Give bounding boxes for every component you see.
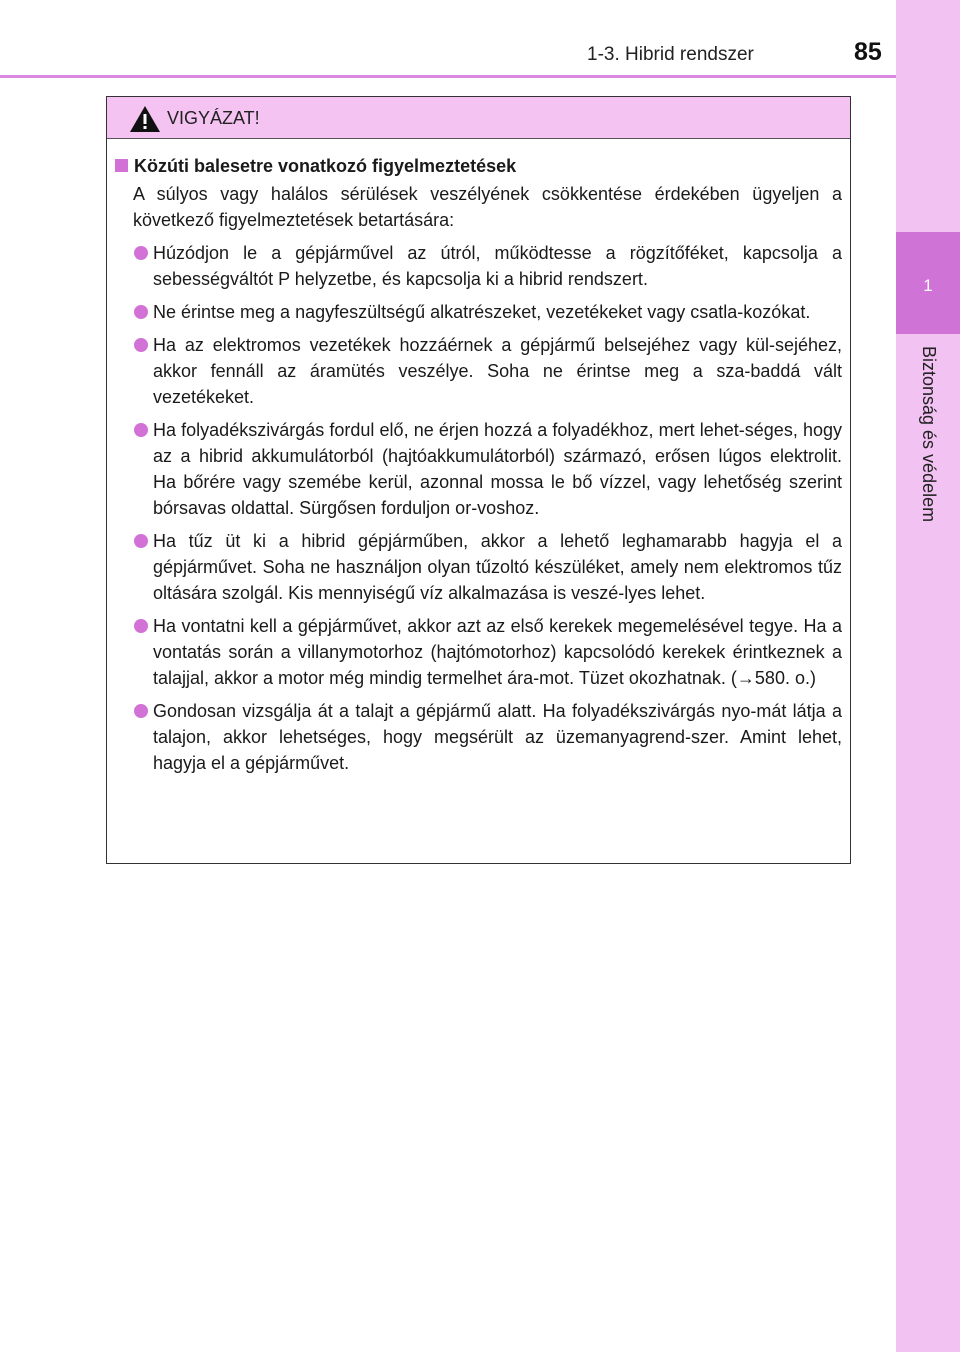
intro-paragraph: A súlyos vagy halálos sérülések veszélyének csökkentése érdekében ügyeljen a következő figyelmeztetések betartására: [133, 184, 842, 230]
warning-title: VIGYÁZAT! [167, 108, 260, 128]
circle-bullet-icon [134, 305, 148, 319]
bullet-item [115, 240, 842, 292]
header-divider [0, 75, 896, 78]
circle-bullet-icon [134, 534, 148, 548]
warning-header [107, 97, 850, 139]
circle-bullet-icon [134, 619, 148, 633]
warning-box [106, 96, 851, 864]
bullet-text: Ha tűz üt ki a hibrid gépjárműben, akkor a lehető leghamarabb hagyja el a gépjárművet. Soha ne használjon olyan tűzoltó készüléket, amely nem elektromos tűz oltására szolgál. Kis mennyiségű víz alkalmazása is veszé-lyes lehet. [153, 531, 842, 603]
bullet-item [115, 299, 842, 325]
bullet-item [115, 613, 842, 691]
chapter-title: Biztonság és védelem [919, 346, 939, 523]
warning-triangle-icon [129, 105, 161, 133]
bullet-item [115, 332, 842, 410]
bullet-text: Húzódjon le a gépjárművel az útról, működtesse a rögzítőféket, kapcsolja a sebességváltót P helyzetbe, és kapcsolja ki a hibrid rendszert. [153, 243, 842, 289]
bullet-text: Ha vontatni kell a gépjárművet, akkor azt az első kerekek megemelésével tegye. Ha a vontatás során a villanymotorhoz (hajtómotorhoz) kapcsolódó kerekek érintkeznek a talajjal, akkor a motor még mindig termelhet ára-mot. Tüzet okozhatnak. (→580. o.) [153, 616, 842, 688]
bullet-item [115, 698, 842, 776]
section-heading-text: Közúti balesetre vonatkozó figyelmeztetések [134, 156, 517, 176]
bullet-list [115, 240, 842, 776]
circle-bullet-icon [134, 423, 148, 437]
bullet-text: Ne érintse meg a nagyfeszültségű alkatrészeket, vezetékeket vagy csatla-kozókat. [153, 302, 811, 322]
circle-bullet-icon [134, 338, 148, 352]
square-bullet-icon [115, 159, 128, 172]
bullet-text: Ha az elektromos vezetékek hozzáérnek a gépjármű belsejéhez vagy kül-sejéhez, akkor fennáll az áramütés veszélye. Soha ne érintse meg a sza-baddá vált vezetékeket. [153, 335, 842, 407]
running-header-section: 1-3. Hibrid rendszer [587, 44, 754, 65]
chapter-title-vertical [918, 346, 942, 546]
warning-body [115, 153, 842, 783]
section-heading [115, 153, 842, 179]
circle-bullet-icon [134, 704, 148, 718]
chapter-number: 1 [923, 276, 933, 295]
bullet-item [115, 528, 842, 606]
page-number: 85 [854, 38, 882, 66]
bullet-text: Ha folyadékszivárgás fordul elő, ne érjen hozzá a folyadékhoz, mert lehet-séges, hogy az a hibrid akkumulátorból (hajtóakkumulátorból) származó, erősen lúgos elektrolit. Ha bőrére vagy szemébe kerül, azonnal mossa le bő vízzel, vagy lehetőség szerint bórsavas oldattal. Sürgősen forduljon or-voshoz. [153, 420, 842, 518]
chapter-number-tab [896, 232, 960, 334]
bullet-text: Gondosan vizsgálja át a talajt a gépjármű alatt. Ha folyadékszivárgás nyo-mát látja a talajon, akkor lehetséges, hogy megsérült az üzemanyagrend-szer. Amint lehet, hagyja el a gépjárművet. [153, 701, 842, 773]
chapter-side-tab [896, 0, 960, 1352]
bullet-item [115, 417, 842, 521]
circle-bullet-icon [134, 246, 148, 260]
